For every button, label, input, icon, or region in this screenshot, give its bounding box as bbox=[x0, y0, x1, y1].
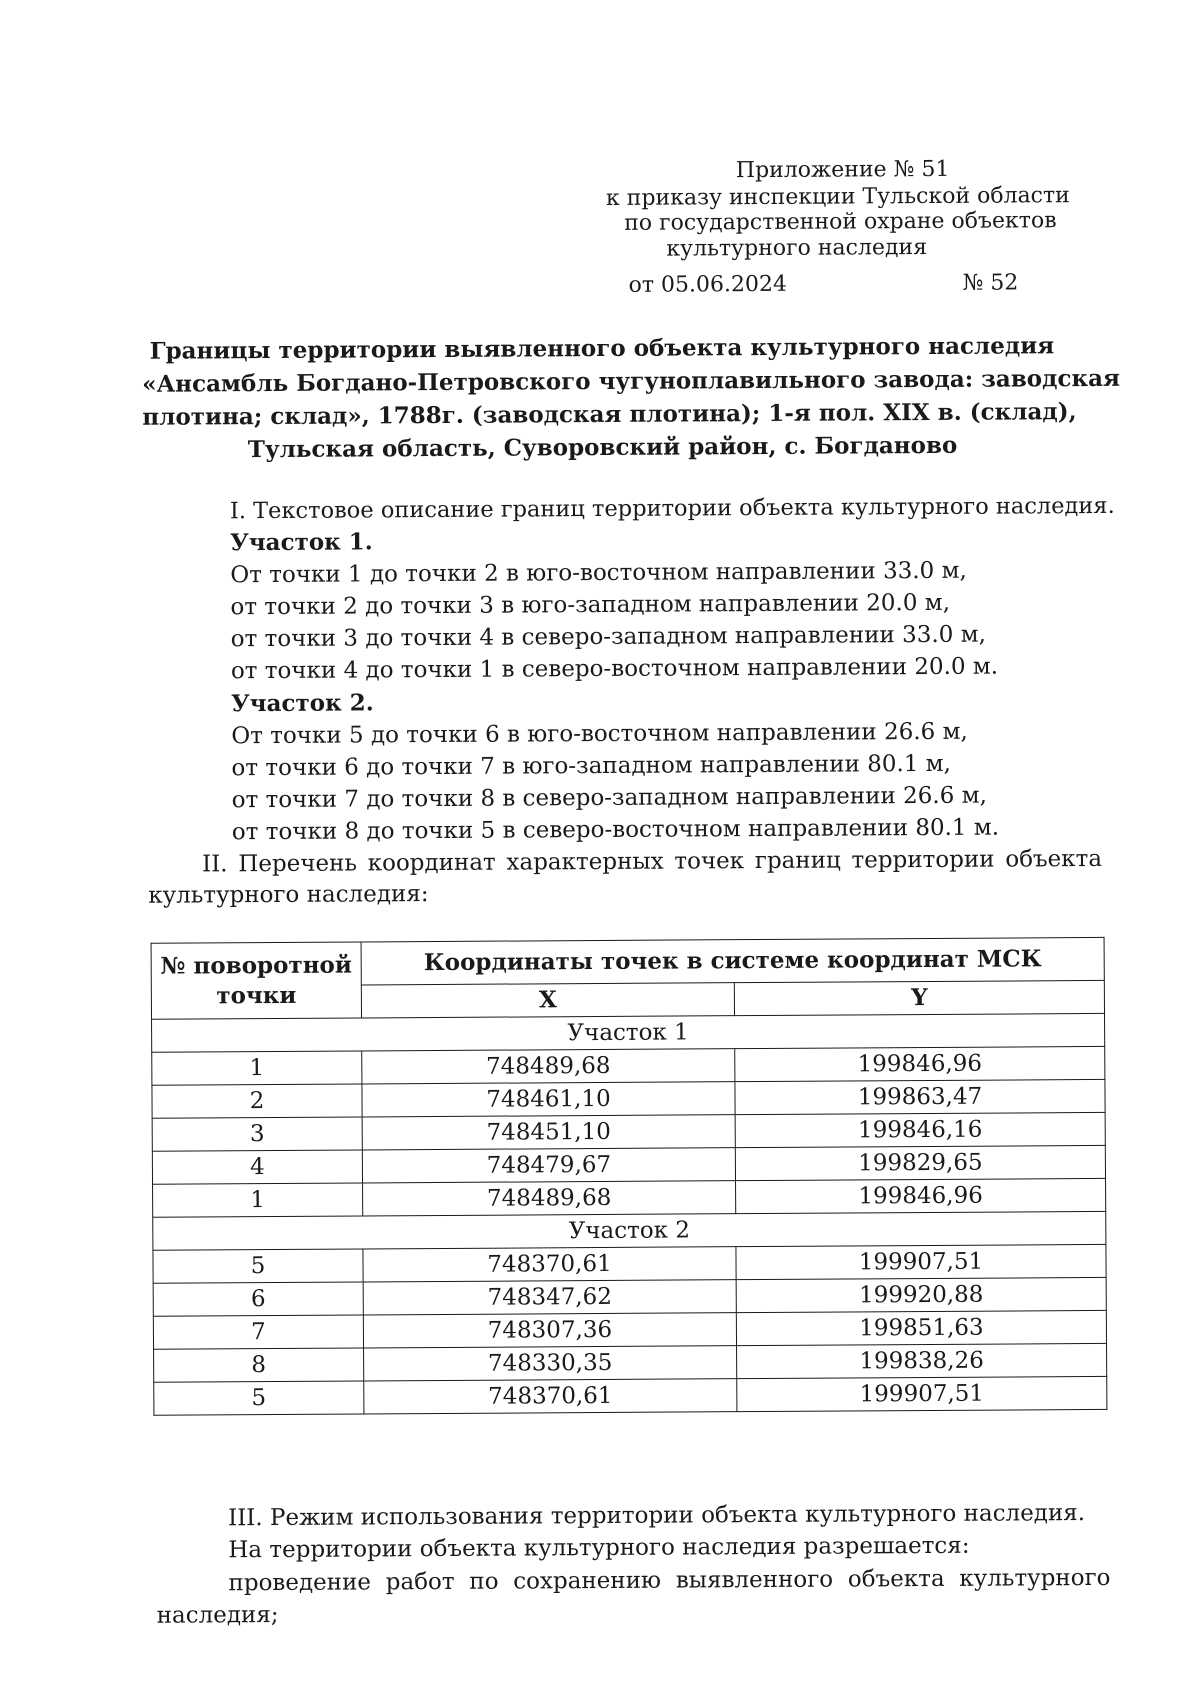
plot-1-line-2: от точки 2 до точки 3 в юго-западном направлении 20.0 м, bbox=[230, 589, 951, 621]
plot-2-label: Участок 2. bbox=[231, 689, 374, 718]
plot-2-section-label: Участок 2 bbox=[153, 1211, 1106, 1250]
point-number-cell: 5 bbox=[153, 1249, 363, 1283]
point-number-cell: 5 bbox=[154, 1381, 364, 1415]
point-number-cell: 1 bbox=[153, 1183, 363, 1217]
x-coordinate-cell: 748307,36 bbox=[363, 1313, 736, 1348]
point-number-cell: 6 bbox=[153, 1282, 363, 1316]
y-coordinate-cell: 199863,47 bbox=[735, 1079, 1105, 1114]
section-3-permitted-intro: На территории объекта культурного наследия разрешается: bbox=[228, 1532, 970, 1564]
title-line-4: Тульская область, Суворовский район, с. Богданово bbox=[247, 431, 958, 464]
appendix-title: Приложение № 51 bbox=[735, 156, 950, 184]
coordinates-table bbox=[151, 937, 1108, 1416]
section-2-heading: II. Перечень координат характерных точек границ территории объекта bbox=[202, 845, 1103, 878]
plot-2-rows bbox=[153, 1244, 1107, 1415]
y-coordinate-cell: 199851,63 bbox=[736, 1310, 1106, 1345]
appendix-block bbox=[0, 0, 1195, 298]
x-coordinate-cell: 748370,61 bbox=[364, 1379, 737, 1414]
header-point-number bbox=[151, 942, 361, 1019]
title-line-2: «Ансамбль Богдано-Петровского чугуноплавильного завода: заводская bbox=[142, 364, 1121, 398]
section-1-heading: I. Текстовое описание границ территории объекта культурного наследия. bbox=[229, 492, 1115, 525]
plot-2-line-1: От точки 5 до точки 6 в юго-восточном направлении 26.6 м, bbox=[231, 718, 968, 750]
plot-1-label: Участок 1. bbox=[230, 528, 373, 557]
x-coordinate-cell: 748370,61 bbox=[363, 1247, 736, 1282]
x-coordinate-cell: 748451,10 bbox=[362, 1115, 735, 1150]
y-coordinate-cell: 199846,96 bbox=[736, 1178, 1106, 1213]
plot-2-line-3: от точки 7 до точки 8 в северо-западном направлении 26.6 м, bbox=[231, 782, 987, 814]
point-number-cell: 4 bbox=[152, 1150, 362, 1184]
y-coordinate-cell: 199838,26 bbox=[737, 1343, 1107, 1378]
appendix-date: от 05.06.2024 bbox=[628, 271, 787, 298]
header-point-number-line-1: № поворотной bbox=[160, 951, 352, 980]
section-3-heading: III. Режим использования территории объекта культурного наследия. bbox=[227, 1500, 1086, 1532]
header-y: Y bbox=[734, 980, 1104, 1015]
header-point-number-line-2: точки bbox=[216, 981, 297, 1009]
y-coordinate-cell: 199920,88 bbox=[736, 1277, 1106, 1312]
plot-2-line-2: от точки 6 до точки 7 в юго-западном направлении 80.1 м, bbox=[231, 750, 952, 782]
plot-1-section-label: Участок 1 bbox=[152, 1013, 1105, 1052]
x-coordinate-cell: 748489,68 bbox=[363, 1181, 736, 1216]
x-coordinate-cell: 748347,62 bbox=[363, 1280, 736, 1315]
plot-1-rows bbox=[152, 1046, 1106, 1217]
appendix-heritage-line: культурного наследия bbox=[666, 234, 928, 262]
appendix-order-line: к приказу инспекции Тульской области bbox=[605, 183, 1070, 211]
point-number-cell: 2 bbox=[152, 1084, 362, 1118]
plot-1-line-4: от точки 4 до точки 1 в северо-восточном направлении 20.0 м. bbox=[230, 653, 999, 685]
point-number-cell: 3 bbox=[152, 1117, 362, 1151]
point-number-cell: 1 bbox=[152, 1051, 362, 1085]
table-header-row bbox=[151, 937, 1104, 986]
plot-1-line-1: От точки 1 до точки 2 в юго-восточном направлении 33.0 м, bbox=[230, 557, 967, 589]
plot-1-line-3: от точки 3 до точки 4 в северо-западном направлении 33.0 м, bbox=[230, 621, 986, 653]
x-coordinate-cell: 748461,10 bbox=[362, 1082, 735, 1117]
x-coordinate-cell: 748489,68 bbox=[362, 1049, 735, 1084]
header-coordinates: Координаты точек в системе координат МСК bbox=[361, 937, 1104, 985]
appendix-authority-line: по государственной охране объектов bbox=[624, 208, 1057, 236]
header-x: X bbox=[361, 983, 734, 1018]
section-2-heading-continuation: культурного наследия: bbox=[148, 881, 429, 909]
table-row bbox=[154, 1376, 1107, 1415]
title-line-1: Границы территории выявленного объекта культурного наследия bbox=[149, 332, 1055, 365]
plot-2-line-4: от точки 8 до точки 5 в северо-восточном направлении 80.1 м. bbox=[231, 814, 1000, 846]
point-number-cell: 7 bbox=[153, 1315, 363, 1349]
section-3-permitted-item-continuation: наследия; bbox=[156, 1601, 279, 1629]
section-3-permitted-item: проведение работ по сохранению выявленного объекта культурного bbox=[228, 1564, 1111, 1597]
x-coordinate-cell: 748479,67 bbox=[362, 1148, 735, 1183]
title-line-3: плотина; склад», 1788г. (заводская плотина); 1-я пол. XIX в. (склад), bbox=[142, 398, 1077, 431]
y-coordinate-cell: 199907,51 bbox=[737, 1376, 1107, 1411]
point-number-cell: 8 bbox=[154, 1348, 364, 1382]
appendix-number: № 52 bbox=[962, 270, 1019, 296]
x-coordinate-cell: 748330,35 bbox=[364, 1346, 737, 1381]
y-coordinate-cell: 199907,51 bbox=[736, 1244, 1106, 1279]
y-coordinate-cell: 199846,16 bbox=[735, 1112, 1105, 1147]
y-coordinate-cell: 199829,65 bbox=[735, 1145, 1105, 1180]
y-coordinate-cell: 199846,96 bbox=[735, 1046, 1105, 1081]
